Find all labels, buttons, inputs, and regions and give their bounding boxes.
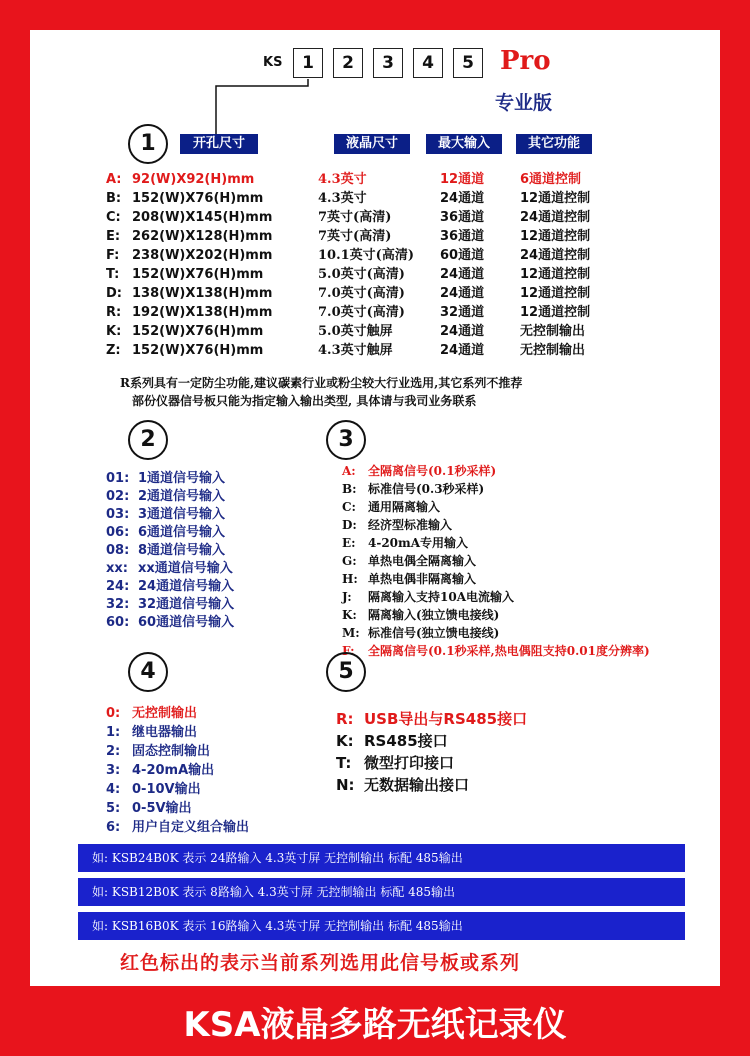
- control-output-row: [106, 780, 326, 799]
- cutout-size: 208(W)X145(H)mm: [132, 210, 273, 225]
- input-channel-row: [106, 470, 326, 488]
- input-channels-list: [106, 470, 326, 632]
- max-inputs: 24通道: [440, 343, 485, 358]
- input-channel-code: 06:: [106, 525, 130, 540]
- series-code: A:: [106, 172, 122, 187]
- series-code: T:: [106, 267, 120, 282]
- cutout-size: 152(W)X76(H)mm: [132, 343, 264, 358]
- input-channel-row: [106, 578, 326, 596]
- signal-type-code: M:: [342, 626, 360, 640]
- data-interface-code: R:: [336, 710, 354, 728]
- signal-type-row: [342, 606, 712, 624]
- data-interface-code: K:: [336, 732, 354, 750]
- max-inputs: 24通道: [440, 286, 485, 301]
- signal-type-row: [342, 642, 712, 660]
- signal-type-text: 标准信号(0.3秒采样): [368, 482, 485, 496]
- section-5-number: 5: [326, 652, 366, 692]
- data-interface-code: T:: [336, 754, 352, 772]
- data-interface-list: [336, 708, 696, 796]
- note-line-1: R系列具有一定防尘功能,建议碳素行业或粉尘较大行业选用,其它系列不推荐: [120, 376, 523, 390]
- input-channel-code: 03:: [106, 507, 130, 522]
- note-line-2: 部份仪器信号板只能为指定输入输出类型, 具体请与我司业务联系: [132, 394, 477, 408]
- control-output-text: 0-10V输出: [132, 782, 201, 797]
- signal-type-text: 单热电偶非隔离输入: [368, 572, 477, 586]
- input-channel-text: 2通道信号输入: [138, 489, 226, 504]
- control-output-row: [106, 799, 326, 818]
- input-channel-text: 32通道信号输入: [138, 597, 235, 612]
- lcd-size: 7英寸(高清): [318, 229, 392, 244]
- control-output-text: 固态控制输出: [132, 744, 211, 759]
- cutout-size: 92(W)X92(H)mm: [132, 172, 255, 187]
- control-output-text: 无控制输出: [132, 706, 198, 721]
- signal-type-row: [342, 624, 712, 642]
- series-row: [106, 227, 706, 246]
- section-1-number: 1: [128, 124, 168, 164]
- signal-type-row: [342, 498, 712, 516]
- footer-note: 红色标出的表示当前系列选用此信号板或系列: [120, 952, 521, 974]
- signal-type-list: [342, 462, 712, 660]
- series-code: F:: [106, 248, 120, 263]
- cutout-size: 152(W)X76(H)mm: [132, 267, 264, 282]
- control-output-code: 1:: [106, 725, 121, 740]
- lcd-size: 7.0英寸(高清): [318, 286, 405, 301]
- series-table: [106, 170, 706, 360]
- other-function: 12通道控制: [520, 191, 591, 206]
- series-code: K:: [106, 324, 122, 339]
- lcd-size: 4.3英寸: [318, 172, 367, 187]
- series-code: E:: [106, 229, 121, 244]
- edition-label: 专业版: [495, 92, 553, 114]
- other-function: 24通道控制: [520, 248, 591, 263]
- signal-type-text: 隔离输入(独立馈电接线): [368, 608, 500, 622]
- input-channel-code: xx:: [106, 561, 128, 576]
- lcd-size: 7.0英寸(高清): [318, 305, 405, 320]
- series-row: [106, 246, 706, 265]
- control-output-text: 用户自定义组合输出: [132, 820, 250, 835]
- series-row: [106, 303, 706, 322]
- series-row: [106, 341, 706, 360]
- lcd-size: 10.1英寸(高清): [318, 248, 414, 263]
- control-output-text: 继电器输出: [132, 725, 198, 740]
- header-max-input: 最大输入: [426, 134, 502, 154]
- input-channel-row: [106, 488, 326, 506]
- input-channel-code: 08:: [106, 543, 130, 558]
- max-inputs: 24通道: [440, 191, 485, 206]
- input-channel-row: [106, 542, 326, 560]
- data-interface-code: N:: [336, 776, 355, 794]
- cutout-size: 152(W)X76(H)mm: [132, 324, 264, 339]
- control-output-row: [106, 704, 326, 723]
- signal-type-code: A:: [342, 464, 356, 478]
- max-inputs: 24通道: [440, 324, 485, 339]
- signal-type-code: J:: [342, 590, 352, 604]
- control-output-code: 5:: [106, 801, 121, 816]
- signal-type-text: 全隔离信号(0.1秒采样): [368, 464, 497, 478]
- signal-type-code: D:: [342, 518, 357, 532]
- control-output-text: 0-5V输出: [132, 801, 192, 816]
- control-output-code: 3:: [106, 763, 121, 778]
- series-row: [106, 322, 706, 341]
- input-channel-text: 60通道信号输入: [138, 615, 235, 630]
- series-row: [106, 284, 706, 303]
- max-inputs: 12通道: [440, 172, 485, 187]
- signal-type-text: 通用隔离输入: [368, 500, 441, 514]
- signal-type-row: [342, 570, 712, 588]
- slot-4: 4: [413, 48, 443, 78]
- signal-type-row: [342, 516, 712, 534]
- other-function: 24通道控制: [520, 210, 591, 225]
- other-function: 12通道控制: [520, 229, 591, 244]
- example-bar-3: 如: KSB16B0K 表示 16路输入 4.3英寸屏 无控制输出 标配 485输出: [78, 912, 685, 940]
- control-output-list: [106, 704, 326, 837]
- signal-type-code: F:: [342, 644, 355, 658]
- input-channel-row: [106, 596, 326, 614]
- data-interface-text: USB导出与RS485接口: [364, 710, 528, 728]
- series-row: [106, 170, 706, 189]
- section-4-number: 4: [128, 652, 168, 692]
- lcd-size: 4.3英寸: [318, 191, 367, 206]
- data-interface-text: 微型打印接口: [364, 754, 455, 772]
- signal-type-text: 单热电偶全隔离输入: [368, 554, 477, 568]
- example-bar-1: 如: KSB24B0K 表示 24路输入 4.3英寸屏 无控制输出 标配 485输出: [78, 844, 685, 872]
- data-interface-text: 无数据输出接口: [364, 776, 470, 794]
- input-channel-text: xx通道信号输入: [138, 561, 233, 576]
- signal-type-row: [342, 462, 712, 480]
- model-suffix: Pro: [500, 46, 551, 76]
- signal-type-row: [342, 534, 712, 552]
- lcd-size: 7英寸(高清): [318, 210, 392, 225]
- series-code: D:: [106, 286, 122, 301]
- other-function: 6通道控制: [520, 172, 582, 187]
- max-inputs: 24通道: [440, 267, 485, 282]
- input-channel-code: 01:: [106, 471, 130, 486]
- series-code: B:: [106, 191, 122, 206]
- series-code: R:: [106, 305, 122, 320]
- model-prefix: KS: [263, 55, 283, 70]
- slot-1: 1: [293, 48, 323, 78]
- data-interface-row: [336, 774, 696, 796]
- cutout-size: 152(W)X76(H)mm: [132, 191, 264, 206]
- slot-2: 2: [333, 48, 363, 78]
- signal-type-code: B:: [342, 482, 357, 496]
- cutout-size: 192(W)X138(H)mm: [132, 305, 273, 320]
- data-interface-row: [336, 708, 696, 730]
- input-channel-row: [106, 524, 326, 542]
- signal-type-text: 标准信号(独立馈电接线): [368, 626, 500, 640]
- series-code: C:: [106, 210, 121, 225]
- input-channel-row: [106, 614, 326, 632]
- series-row: [106, 265, 706, 284]
- example-bar-2: 如: KSB12B0K 表示 8路输入 4.3英寸屏 无控制输出 标配 485输出: [78, 878, 685, 906]
- max-inputs: 60通道: [440, 248, 485, 263]
- control-output-code: 6:: [106, 820, 121, 835]
- input-channel-text: 3通道信号输入: [138, 507, 226, 522]
- max-inputs: 32通道: [440, 305, 485, 320]
- signal-type-code: K:: [342, 608, 357, 622]
- control-output-row: [106, 818, 326, 837]
- lcd-size: 5.0英寸(高清): [318, 267, 405, 282]
- other-function: 无控制输出: [520, 324, 586, 339]
- cutout-size: 138(W)X138(H)mm: [132, 286, 273, 301]
- input-channel-code: 60:: [106, 615, 130, 630]
- series-row: [106, 189, 706, 208]
- control-output-row: [106, 742, 326, 761]
- control-output-row: [106, 723, 326, 742]
- signal-type-row: [342, 588, 712, 606]
- input-channel-code: 02:: [106, 489, 130, 504]
- input-channel-text: 8通道信号输入: [138, 543, 226, 558]
- cutout-size: 238(W)X202(H)mm: [132, 248, 273, 263]
- signal-type-text: 全隔离信号(0.1秒采样,热电偶阻支持0.01度分辨率): [368, 644, 650, 658]
- max-inputs: 36通道: [440, 210, 485, 225]
- control-output-row: [106, 761, 326, 780]
- other-function: 无控制输出: [520, 343, 586, 358]
- data-interface-text: RS485接口: [364, 732, 448, 750]
- max-inputs: 36通道: [440, 229, 485, 244]
- input-channel-code: 24:: [106, 579, 130, 594]
- other-function: 12通道控制: [520, 305, 591, 320]
- input-channel-code: 32:: [106, 597, 130, 612]
- header-cutout-size: 开孔尺寸: [180, 134, 258, 154]
- input-channel-text: 1通道信号输入: [138, 471, 226, 486]
- signal-type-code: E:: [342, 536, 356, 550]
- series-row: [106, 208, 706, 227]
- signal-type-code: G:: [342, 554, 357, 568]
- other-function: 12通道控制: [520, 286, 591, 301]
- control-output-code: 0:: [106, 706, 121, 721]
- signal-type-row: [342, 552, 712, 570]
- signal-type-code: H:: [342, 572, 358, 586]
- slot-5: 5: [453, 48, 483, 78]
- section-2-number: 2: [128, 420, 168, 460]
- control-output-text: 4-20mA输出: [132, 763, 215, 778]
- control-output-code: 4:: [106, 782, 121, 797]
- input-channel-text: 24通道信号输入: [138, 579, 235, 594]
- signal-type-code: C:: [342, 500, 356, 514]
- input-channel-text: 6通道信号输入: [138, 525, 226, 540]
- input-channel-row: [106, 506, 326, 524]
- signal-type-text: 4-20mA专用输入: [368, 536, 469, 550]
- control-output-code: 2:: [106, 744, 121, 759]
- product-banner-title: KSA液晶多路无纸记录仪: [183, 1005, 567, 1045]
- spec-sheet-panel: [30, 30, 720, 986]
- header-lcd-size: 液晶尺寸: [334, 134, 410, 154]
- lcd-size: 5.0英寸触屏: [318, 324, 393, 339]
- other-function: 12通道控制: [520, 267, 591, 282]
- signal-type-text: 经济型标准输入: [368, 518, 453, 532]
- cutout-size: 262(W)X128(H)mm: [132, 229, 273, 244]
- data-interface-row: [336, 730, 696, 752]
- data-interface-row: [336, 752, 696, 774]
- slot-3: 3: [373, 48, 403, 78]
- header-other-func: 其它功能: [516, 134, 592, 154]
- section-3-number: 3: [326, 420, 366, 460]
- signal-type-text: 隔离输入支持10A电流输入: [368, 590, 515, 604]
- lcd-size: 4.3英寸触屏: [318, 343, 393, 358]
- signal-type-row: [342, 480, 712, 498]
- series-code: Z:: [106, 343, 121, 358]
- input-channel-row: [106, 560, 326, 578]
